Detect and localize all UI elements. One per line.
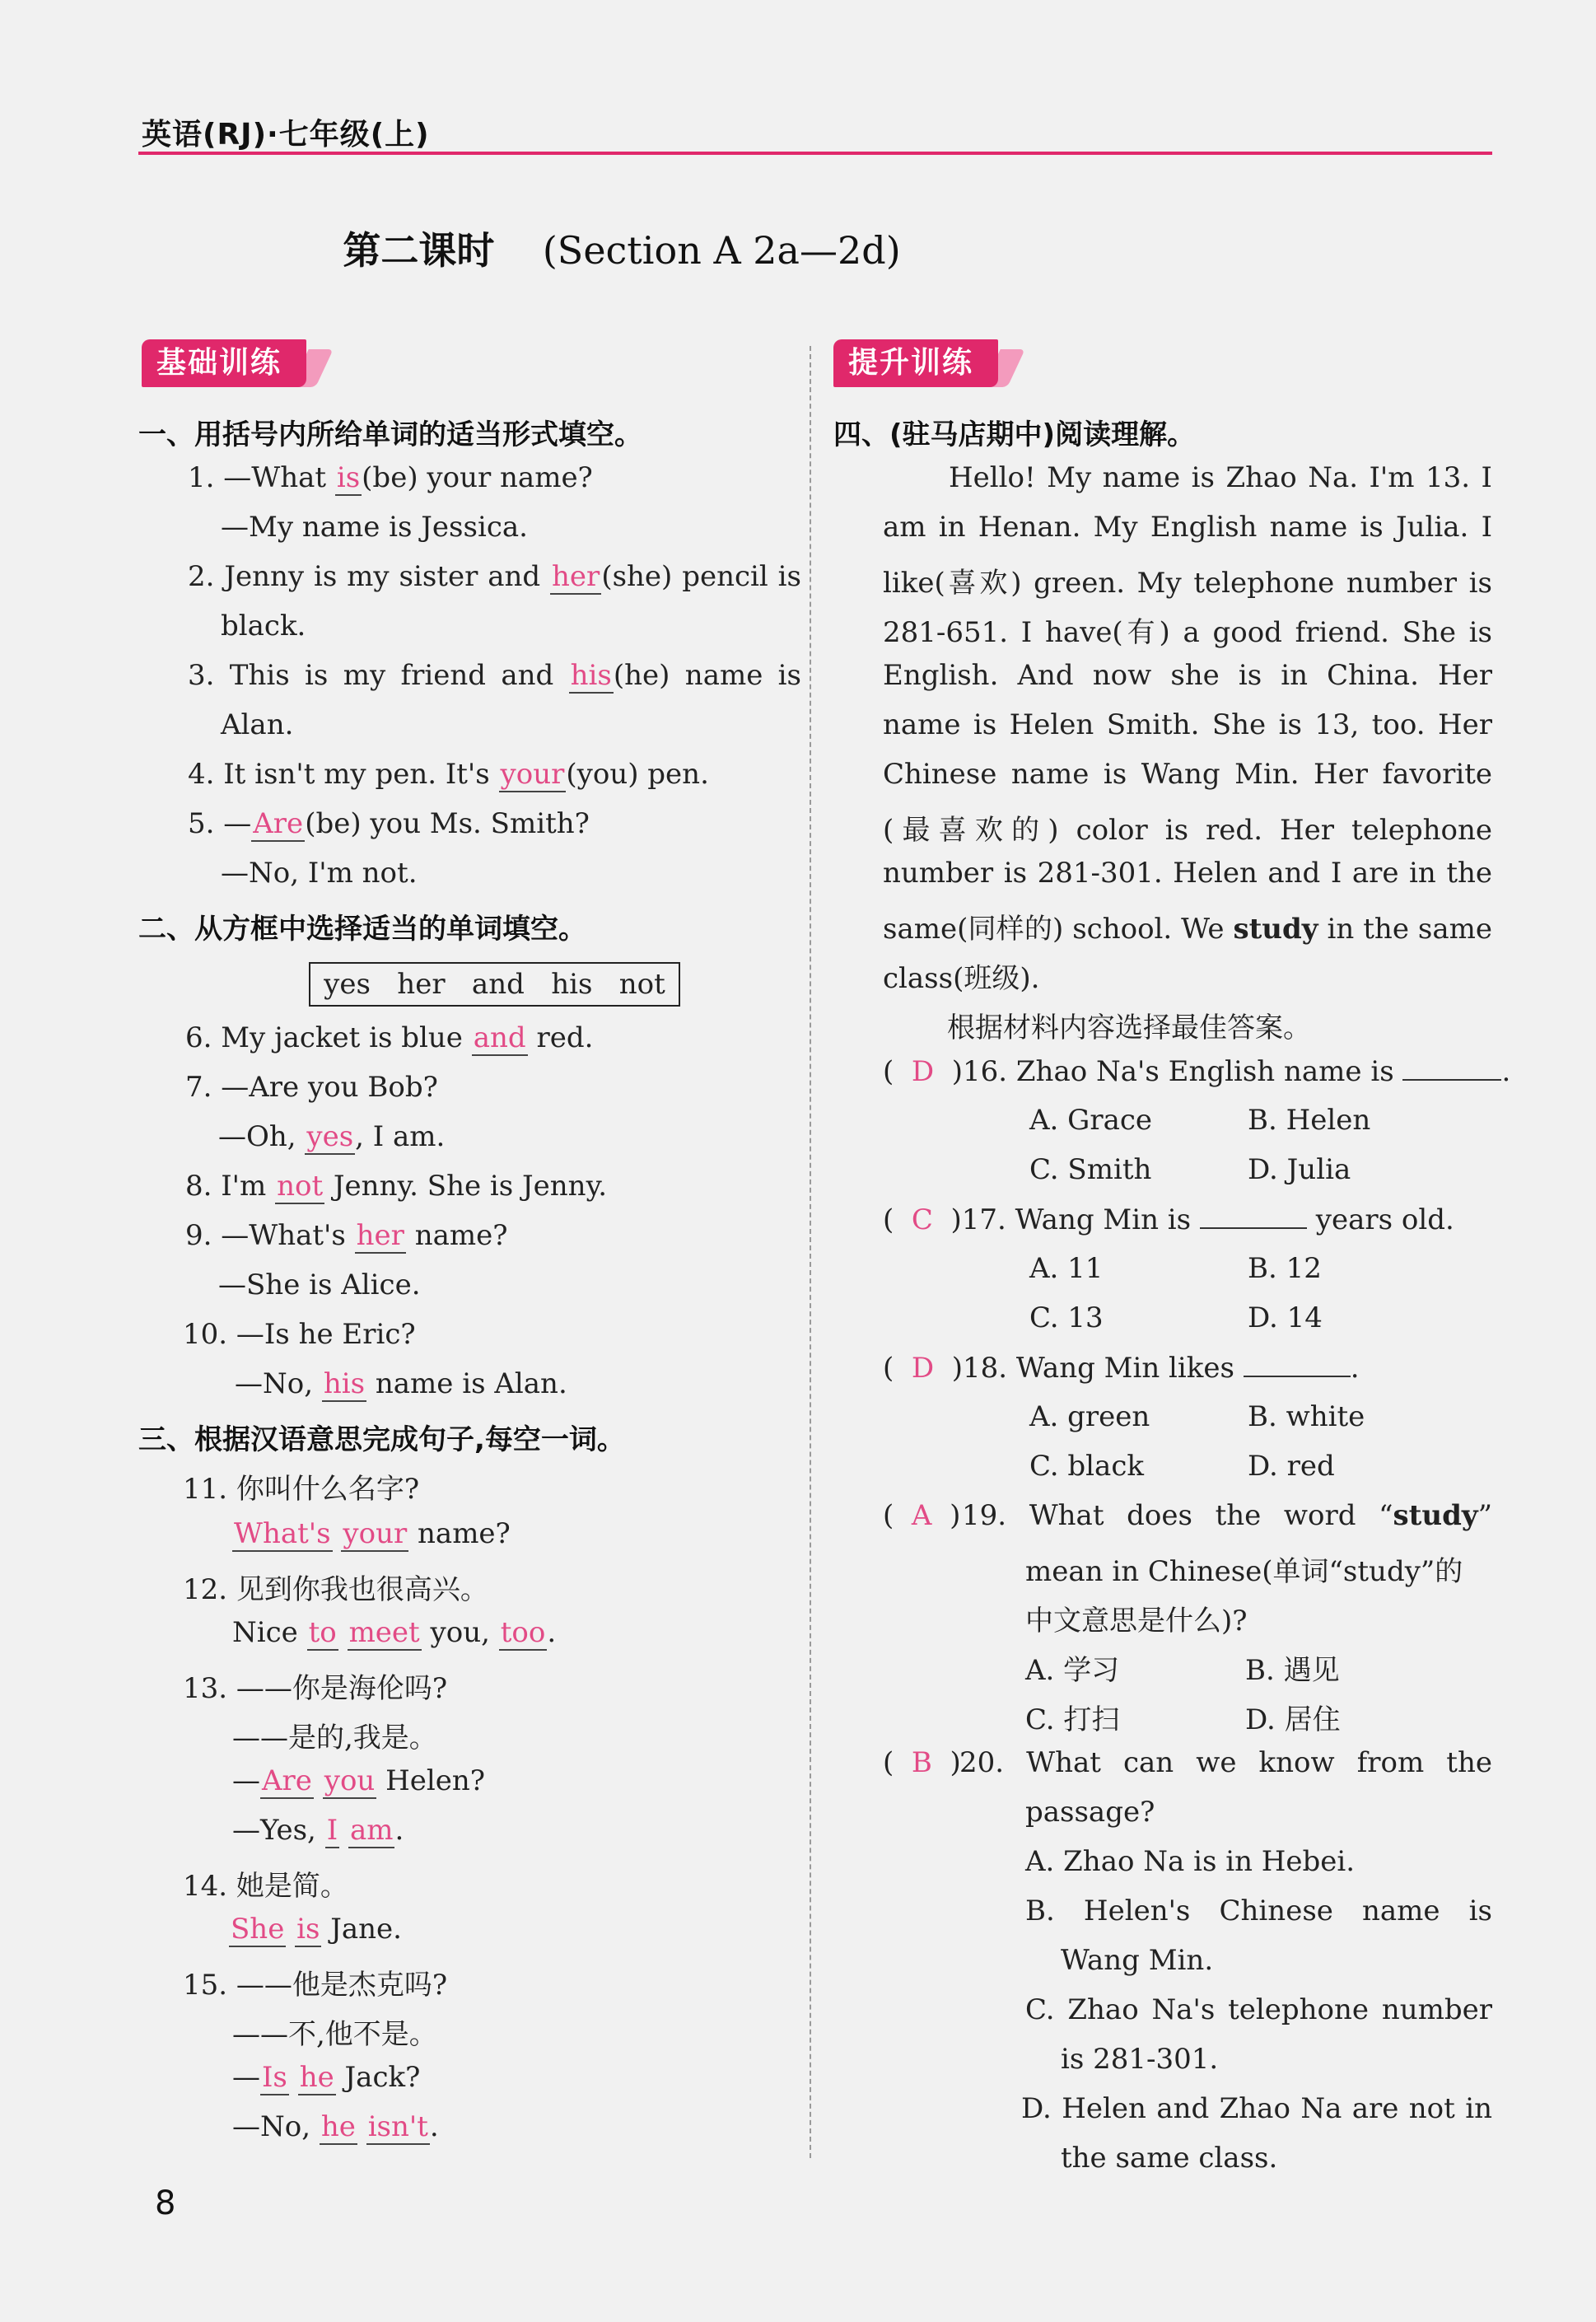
q16-option-c: C. Smith	[1029, 1153, 1152, 1186]
q14-answer-2: is	[295, 1913, 321, 1947]
passage-line: 281-651. I have(有) a good friend. She is	[883, 616, 1492, 649]
q2-post: (she) pencil is	[601, 560, 801, 593]
q19-bold-study: study	[1393, 1499, 1478, 1532]
q17-text: 17. Wang Min is	[961, 1203, 1192, 1236]
q12-post: .	[547, 1616, 557, 1649]
word-box-item: yes	[324, 968, 371, 1001]
q19-answer: A	[911, 1499, 932, 1532]
q1-line-1	[188, 461, 593, 496]
q3-line-1	[188, 659, 801, 694]
paren-open: (	[883, 1746, 894, 1779]
q11-answer-line	[232, 1517, 511, 1552]
q16-stem	[883, 1054, 1510, 1088]
passage-post: in the same	[1318, 913, 1492, 946]
word-box-item: and	[471, 968, 525, 1001]
q12-answer-2: meet	[348, 1617, 422, 1651]
q19-paren	[883, 1499, 960, 1532]
q16-option-a: A. Grace	[1029, 1104, 1153, 1137]
q20-option-c-line-2: is 281-301.	[1061, 2043, 1219, 2076]
q20-paren	[883, 1746, 961, 1779]
paren-close: )	[950, 1746, 961, 1779]
passage-line: like(喜欢) green. My telephone number is	[883, 567, 1492, 600]
q19-stem-line-3: 中文意思是什么)?	[1025, 1605, 1248, 1638]
q6-pre: 6. My jacket is blue	[185, 1021, 472, 1054]
q13-post-2: .	[394, 1814, 404, 1847]
q15-post-1: Jack?	[335, 2061, 421, 2094]
q17-option-c: C. 13	[1029, 1301, 1104, 1334]
passage-line: class(班级).	[883, 962, 1040, 995]
running-header: 英语(RJ)·七年级(上)	[142, 118, 430, 152]
q7-line-2	[218, 1120, 445, 1155]
q9-answer: her	[355, 1220, 406, 1254]
passage-line	[883, 906, 1492, 946]
q18-stem	[883, 1351, 1360, 1385]
q17-stem	[883, 1203, 1454, 1236]
q16-option-b: B. Helen	[1248, 1104, 1371, 1137]
q20-option-d-line-2: the same class.	[1061, 2142, 1278, 2175]
q8-post: Jenny. She is Jenny.	[324, 1170, 608, 1203]
q8-line	[185, 1170, 607, 1204]
q20-stem-line-2: passage?	[1025, 1796, 1155, 1829]
q9-post: name?	[405, 1219, 508, 1252]
q12-pre: Nice	[232, 1616, 307, 1649]
q16-option-d: D. Julia	[1248, 1153, 1351, 1186]
q20-option-b-line-1: B. Helen's Chinese name is	[1025, 1895, 1492, 1927]
q19-option-a: A. 学习	[1025, 1654, 1120, 1687]
q7-pre: —Oh,	[218, 1120, 306, 1153]
q2-line-2: black.	[221, 610, 306, 642]
q13-cn-1: 13. ——你是海伦吗?	[183, 1672, 448, 1705]
q10-pre: —No,	[235, 1367, 322, 1400]
q6-line	[185, 1021, 593, 1056]
q7-answer: yes	[305, 1121, 355, 1155]
q18-option-a: A. green	[1029, 1400, 1150, 1433]
q19-post: ”	[1477, 1499, 1492, 1532]
word-box-item: not	[618, 968, 665, 1001]
q18-text: 18. Wang Min likes	[963, 1352, 1234, 1385]
q18-blank	[1244, 1351, 1351, 1377]
section-1-title: 一、用括号内所给单词的适当形式填空。	[138, 418, 642, 451]
q12-answer-1: to	[307, 1617, 338, 1651]
q14-answer-1: She	[229, 1913, 286, 1947]
q2-line-1	[188, 560, 801, 595]
q20-option-a: A. Zhao Na is in Hebei.	[1025, 1845, 1356, 1878]
q15-answer-4: isn't	[366, 2111, 430, 2145]
q16-end: .	[1501, 1055, 1511, 1088]
passage-line: am in Henan. My English name is Julia. I	[883, 511, 1492, 544]
q17-answer: C	[911, 1203, 933, 1236]
q13-answer-1: Are	[260, 1765, 314, 1799]
q1-post: (be) your name?	[362, 461, 593, 494]
q17-option-d: D. 14	[1248, 1301, 1323, 1334]
instruction: 根据材料内容选择最佳答案。	[947, 1011, 1311, 1044]
q2-pre: 2. Jenny is my sister and	[188, 560, 551, 593]
q19-option-c: C. 打扫	[1025, 1703, 1120, 1736]
q14-cn: 14. 她是简。	[183, 1870, 348, 1903]
paren-close: )	[950, 1203, 962, 1236]
q13-answer-4: am	[348, 1815, 395, 1848]
header-rule	[138, 152, 1492, 155]
q11-post: name?	[408, 1517, 511, 1550]
passage-line: Hello! My name is Zhao Na. I'm 13. I	[949, 461, 1492, 494]
q20-option-d-line-1: D. Helen and Zhao Na are not in	[1021, 2092, 1492, 2125]
q20-stem-line-1: 20. What can we know from the	[959, 1746, 1492, 1779]
q14-post: Jane.	[321, 1913, 402, 1946]
q18-option-b: B. white	[1248, 1400, 1365, 1433]
q3-pre: 3. This is my friend and	[188, 659, 569, 692]
q1-line-2: —My name is Jessica.	[221, 511, 528, 544]
q18-answer: D	[911, 1352, 935, 1385]
lesson-title-cn: 第二课时	[343, 228, 495, 273]
q14-answer-line	[229, 1913, 402, 1947]
q18-option-d: D. red	[1248, 1450, 1335, 1483]
page-number: 8	[155, 2184, 176, 2222]
q1-answer: is	[335, 462, 362, 496]
q15-answer-line-1	[232, 2061, 420, 2095]
q19-option-b: B. 遇见	[1245, 1654, 1340, 1687]
q4-line	[188, 758, 709, 792]
q13-answer-3: I	[325, 1815, 339, 1848]
section-4-title: 四、(驻马店期中)阅读理解。	[833, 418, 1196, 451]
q15-pre-2: —No,	[232, 2110, 320, 2143]
q11-answer-1: What's	[232, 1518, 333, 1552]
q6-answer: and	[472, 1022, 528, 1056]
q13-answer-line-2	[232, 1814, 404, 1848]
q10-line-2	[235, 1367, 567, 1402]
section-3-title: 三、根据汉语意思完成句子,每空一词。	[138, 1423, 625, 1456]
column-divider	[810, 346, 811, 2158]
q3-post: (he) name is	[613, 659, 801, 692]
q8-answer: not	[275, 1170, 324, 1204]
q15-answer-3: he	[320, 2111, 357, 2145]
q15-answer-line-2	[232, 2110, 439, 2145]
q10-line-1: 10. —Is he Eric?	[183, 1318, 416, 1351]
passage-bold-study: study	[1233, 913, 1318, 946]
q5-pre: 5. —	[188, 807, 252, 840]
q13-pre-1: —	[232, 1764, 260, 1797]
q15-answer-1: Is	[260, 2062, 289, 2095]
q19-option-d: D. 居住	[1245, 1703, 1341, 1736]
q5-post: (be) you Ms. Smith?	[305, 807, 590, 840]
q5-line-2: —No, I'm not.	[221, 857, 418, 890]
q10-answer: his	[322, 1368, 366, 1402]
q17-option-a: A. 11	[1029, 1252, 1104, 1285]
lesson-title	[0, 221, 1244, 275]
q11-cn: 11. 你叫什么名字?	[183, 1473, 420, 1506]
q13-answer-2: you	[323, 1765, 377, 1799]
q15-cn-2: ——不,他不是。	[232, 2018, 437, 2051]
q8-pre: 8. I'm	[185, 1170, 276, 1203]
q3-line-2: Alan.	[221, 708, 294, 741]
q15-answer-2: he	[298, 2062, 336, 2095]
q11-answer-2: your	[341, 1518, 408, 1552]
word-box-item: her	[397, 968, 446, 1001]
q9-line-2: —She is Alice.	[218, 1268, 421, 1301]
paren-close: )	[951, 1055, 964, 1088]
q19-stem-line-2: mean in Chinese(单词“study”的	[1025, 1555, 1463, 1588]
q15-pre-1: —	[232, 2061, 260, 2094]
q19-pre: 19. What does the word “	[962, 1499, 1393, 1532]
q15-post-2: .	[429, 2110, 439, 2143]
q12-answer-line	[232, 1616, 556, 1651]
word-box	[309, 962, 680, 1007]
q7-line-1: 7. —Are you Bob?	[185, 1071, 438, 1104]
q17-end: years old.	[1306, 1203, 1454, 1236]
passage-line: (最喜欢的) color is red. Her telephone	[883, 814, 1492, 847]
q5-answer: Are	[251, 808, 305, 842]
paren-open: (	[883, 1055, 894, 1088]
q19-stem-line-1	[962, 1499, 1492, 1532]
paren-open: (	[883, 1352, 894, 1385]
q20-option-c-line-1: C. Zhao Na's telephone number	[1025, 1993, 1492, 2026]
q1-pre: 1. —What	[188, 461, 335, 494]
word-box-item: his	[551, 968, 593, 1001]
q10-post: name is Alan.	[366, 1367, 567, 1400]
q2-answer: her	[550, 561, 601, 595]
q16-answer: D	[911, 1055, 935, 1088]
paren-open: (	[883, 1203, 894, 1236]
passage-line: name is Helen Smith. She is 13, too. Her	[883, 708, 1492, 741]
q17-blank	[1200, 1203, 1307, 1229]
lesson-title-en: (Section A 2a—2d)	[542, 228, 901, 273]
q18-option-c: C. black	[1029, 1450, 1144, 1483]
passage-line: number is 281-301. Helen and I are in the	[883, 857, 1492, 890]
q16-blank	[1402, 1054, 1501, 1081]
q20-answer: B	[911, 1746, 932, 1779]
q4-answer: your	[499, 759, 567, 792]
passage-line: Chinese name is Wang Min. Her favorite	[883, 758, 1492, 791]
banner-advanced-training: 提升训练	[833, 339, 998, 387]
q17-option-b: B. 12	[1248, 1252, 1322, 1285]
passage-pre: same(同样的) school. We	[883, 913, 1234, 946]
q12-cn: 12. 见到你我也很高兴。	[183, 1573, 488, 1606]
q13-answer-line-1	[232, 1764, 485, 1799]
q12-answer-3: too	[499, 1617, 548, 1651]
q13-post-1: Helen?	[376, 1764, 486, 1797]
q20-option-b-line-2: Wang Min.	[1061, 1944, 1214, 1977]
q18-end: .	[1350, 1352, 1360, 1385]
q7-post: , I am.	[355, 1120, 446, 1153]
q4-pre: 4. It isn't my pen. It's	[188, 758, 499, 791]
passage-line: English. And now she is in China. Her	[883, 659, 1492, 692]
q16-text: 16. Zhao Na's English name is	[963, 1055, 1394, 1088]
q9-line-1	[185, 1219, 508, 1254]
paren-close: )	[951, 1352, 964, 1385]
q3-answer: his	[569, 660, 614, 694]
paren-open: (	[883, 1499, 894, 1532]
q6-post: red.	[527, 1021, 594, 1054]
q9-pre: 9. —What's	[185, 1219, 355, 1252]
banner-basic-training: 基础训练	[142, 339, 306, 387]
paren-close: )	[950, 1499, 961, 1532]
q13-cn-2: ——是的,我是。	[232, 1722, 437, 1754]
q4-post: (you) pen.	[566, 758, 709, 791]
q15-cn-1: 15. ——他是杰克吗?	[183, 1969, 448, 2002]
q13-pre-2: —Yes,	[232, 1814, 325, 1847]
q12-mid: you,	[421, 1616, 499, 1649]
q5-line-1	[188, 807, 590, 842]
section-2-title: 二、从方框中选择适当的单词填空。	[138, 913, 586, 946]
